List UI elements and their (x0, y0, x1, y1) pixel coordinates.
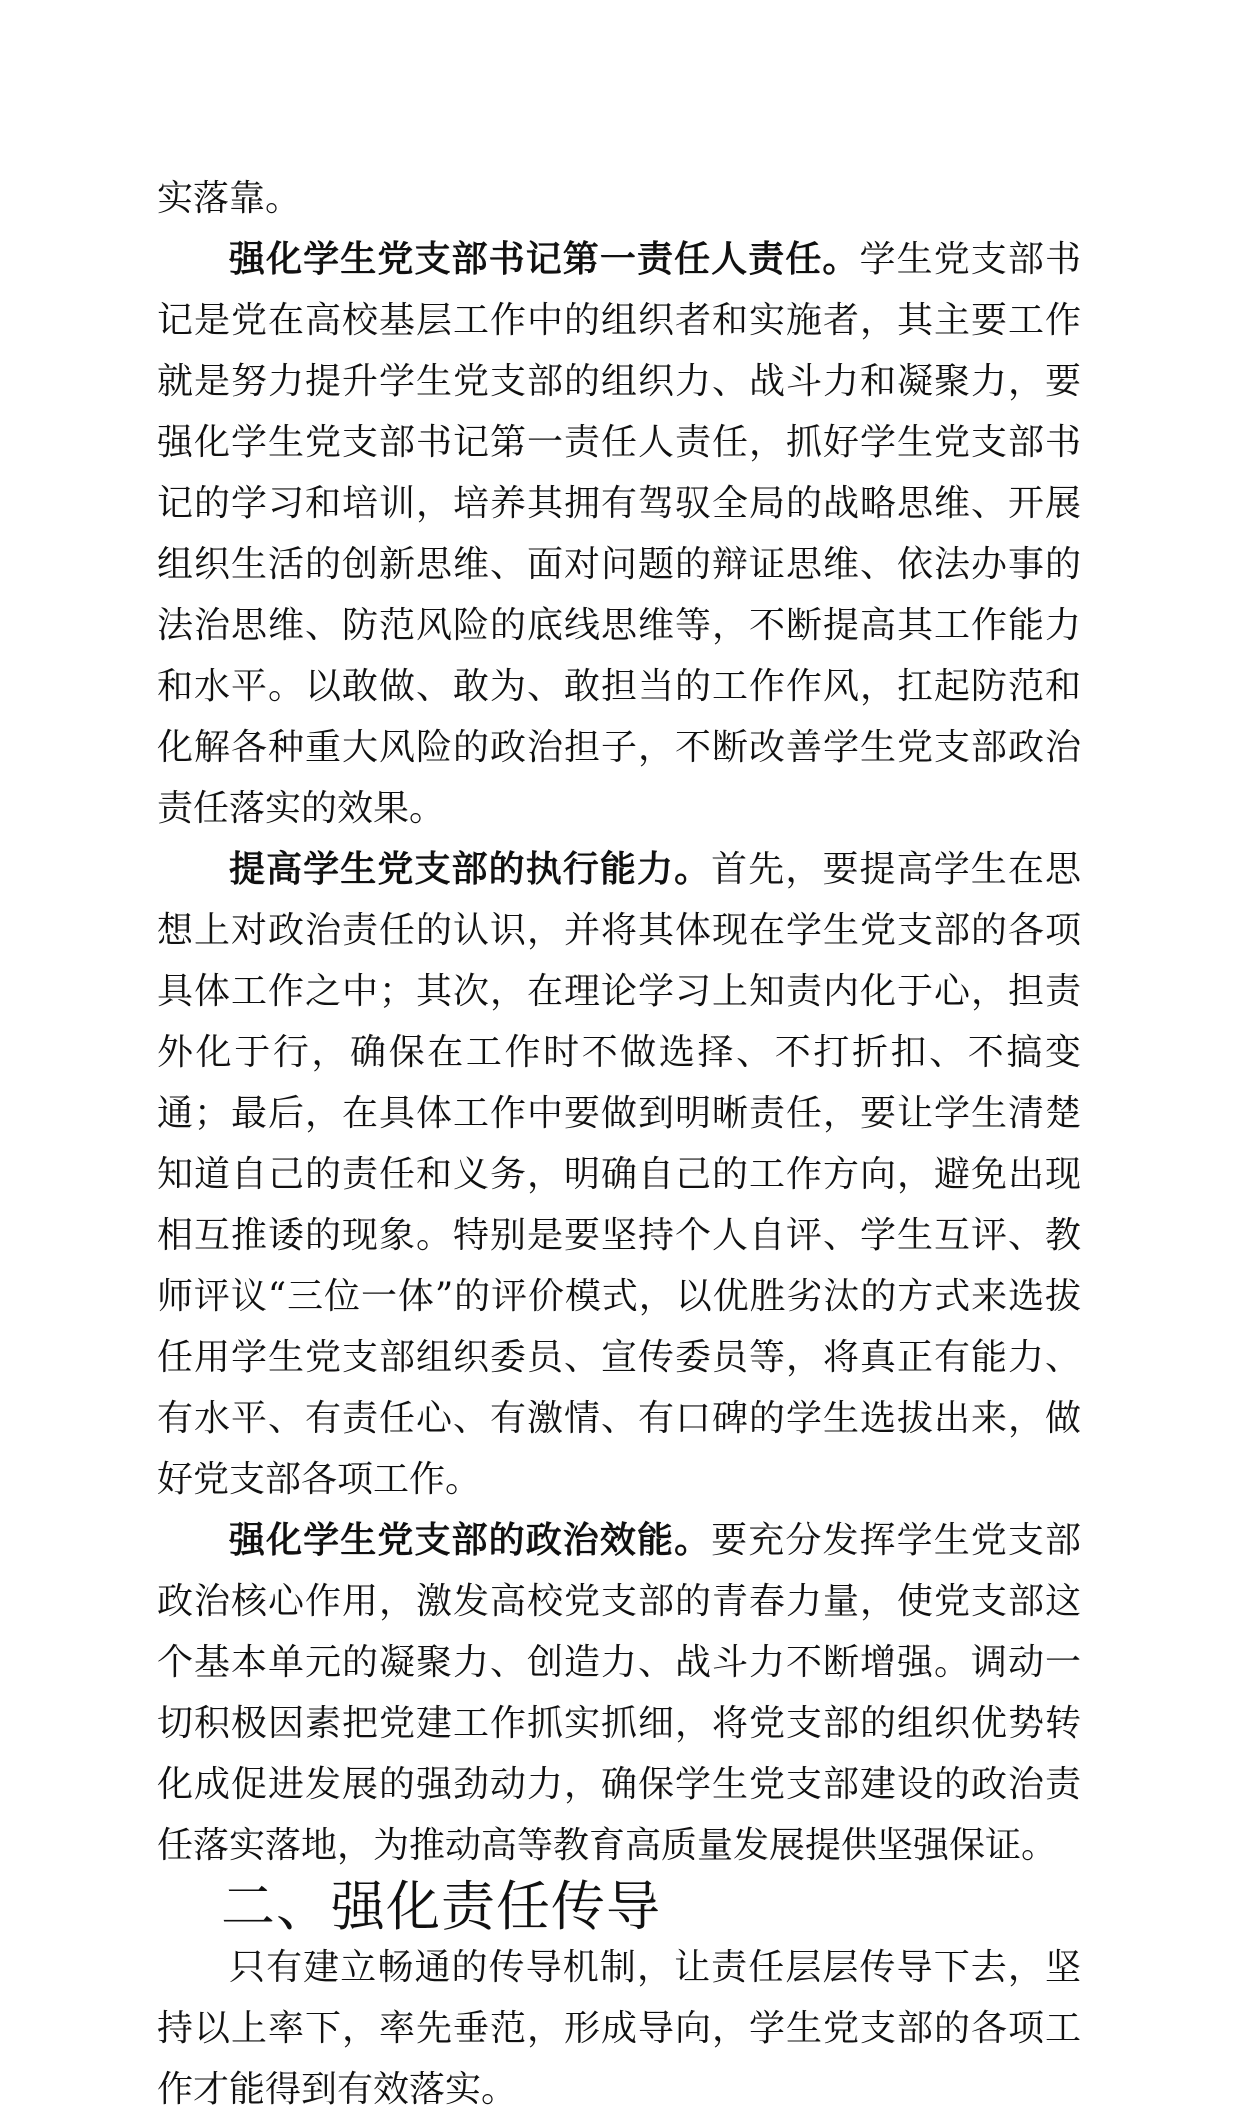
paragraph-political-efficiency (157, 1510, 1081, 1876)
section-heading: 二、强化责任传导 (221, 1875, 661, 1938)
section-body: 只有建立畅通的传导机制，让责任层层传导下去，坚持以上率下，率先垂范，形成导向，学生党支部的各项工作才能得到有效落实。 (157, 1947, 1081, 2110)
paragraph-lead: 强化学生党支部书记第一责任人责任。 (229, 238, 860, 280)
document-page (157, 168, 1081, 2120)
paragraph-body: 学生党支部书记是党在高校基层工作中的组织者和实施者，其主要工作就是努力提升学生党支部的组织力、战斗力和凝聚力，要强化学生党支部书记第一责任人责任，抓好学生党支部书记的学习和培训，培养其拥有驾驭全局的战略思维、开展组织生活的创新思维、面对问题的辩证思维、依法办事的法治思维、防范风险的底线思维等，不断提高其工作能力和水平。以敢做、敢为、敢担当的工作作风，扛起防范和化解各种重大风险的政治担子，不断改善学生党支部政治责任落实的效果。 (157, 239, 1081, 829)
paragraph-execution-ability (157, 839, 1081, 1510)
paragraph-lead: 强化学生党支部的政治效能。 (229, 1519, 712, 1561)
continued-text: 实落靠。 (157, 178, 302, 219)
paragraph-body: 首先，要提高学生在思想上对政治责任的认识，并将其体现在学生党支部的各项具体工作之中；其次，在理论学习上知责内化于心，担责外化于行，确保在工作时不做选择、不打折扣、不搞变通；最后，在具体工作中要做到明晰责任，要让学生清楚知道自己的责任和义务，明确自己的工作方向，避免出现相互推诿的现象。特别是要坚持个人自评、学生互评、教师评议“三位一体”的评价模式，以优胜劣汰的方式来选拔任用学生党支部组织委员、宣传委员等，将真正有能力、有水平、有责任心、有激情、有口碑的学生选拔出来，做好党支部各项工作。 (157, 849, 1081, 1500)
paragraph-lead: 提高学生党支部的执行能力。 (229, 848, 712, 890)
paragraph-body: 要充分发挥学生党支部政治核心作用，激发高校党支部的青春力量，使党支部这个基本单元的凝聚力、创造力、战斗力不断增强。调动一切积极因素把党建工作抓实抓细，将党支部的组织优势转化成促进发展的强劲动力，确保学生党支部建设的政治责任落实落地，为推动高等教育高质量发展提供坚强保证。 (157, 1520, 1081, 1866)
paragraph-secretary-responsibility (157, 229, 1081, 839)
